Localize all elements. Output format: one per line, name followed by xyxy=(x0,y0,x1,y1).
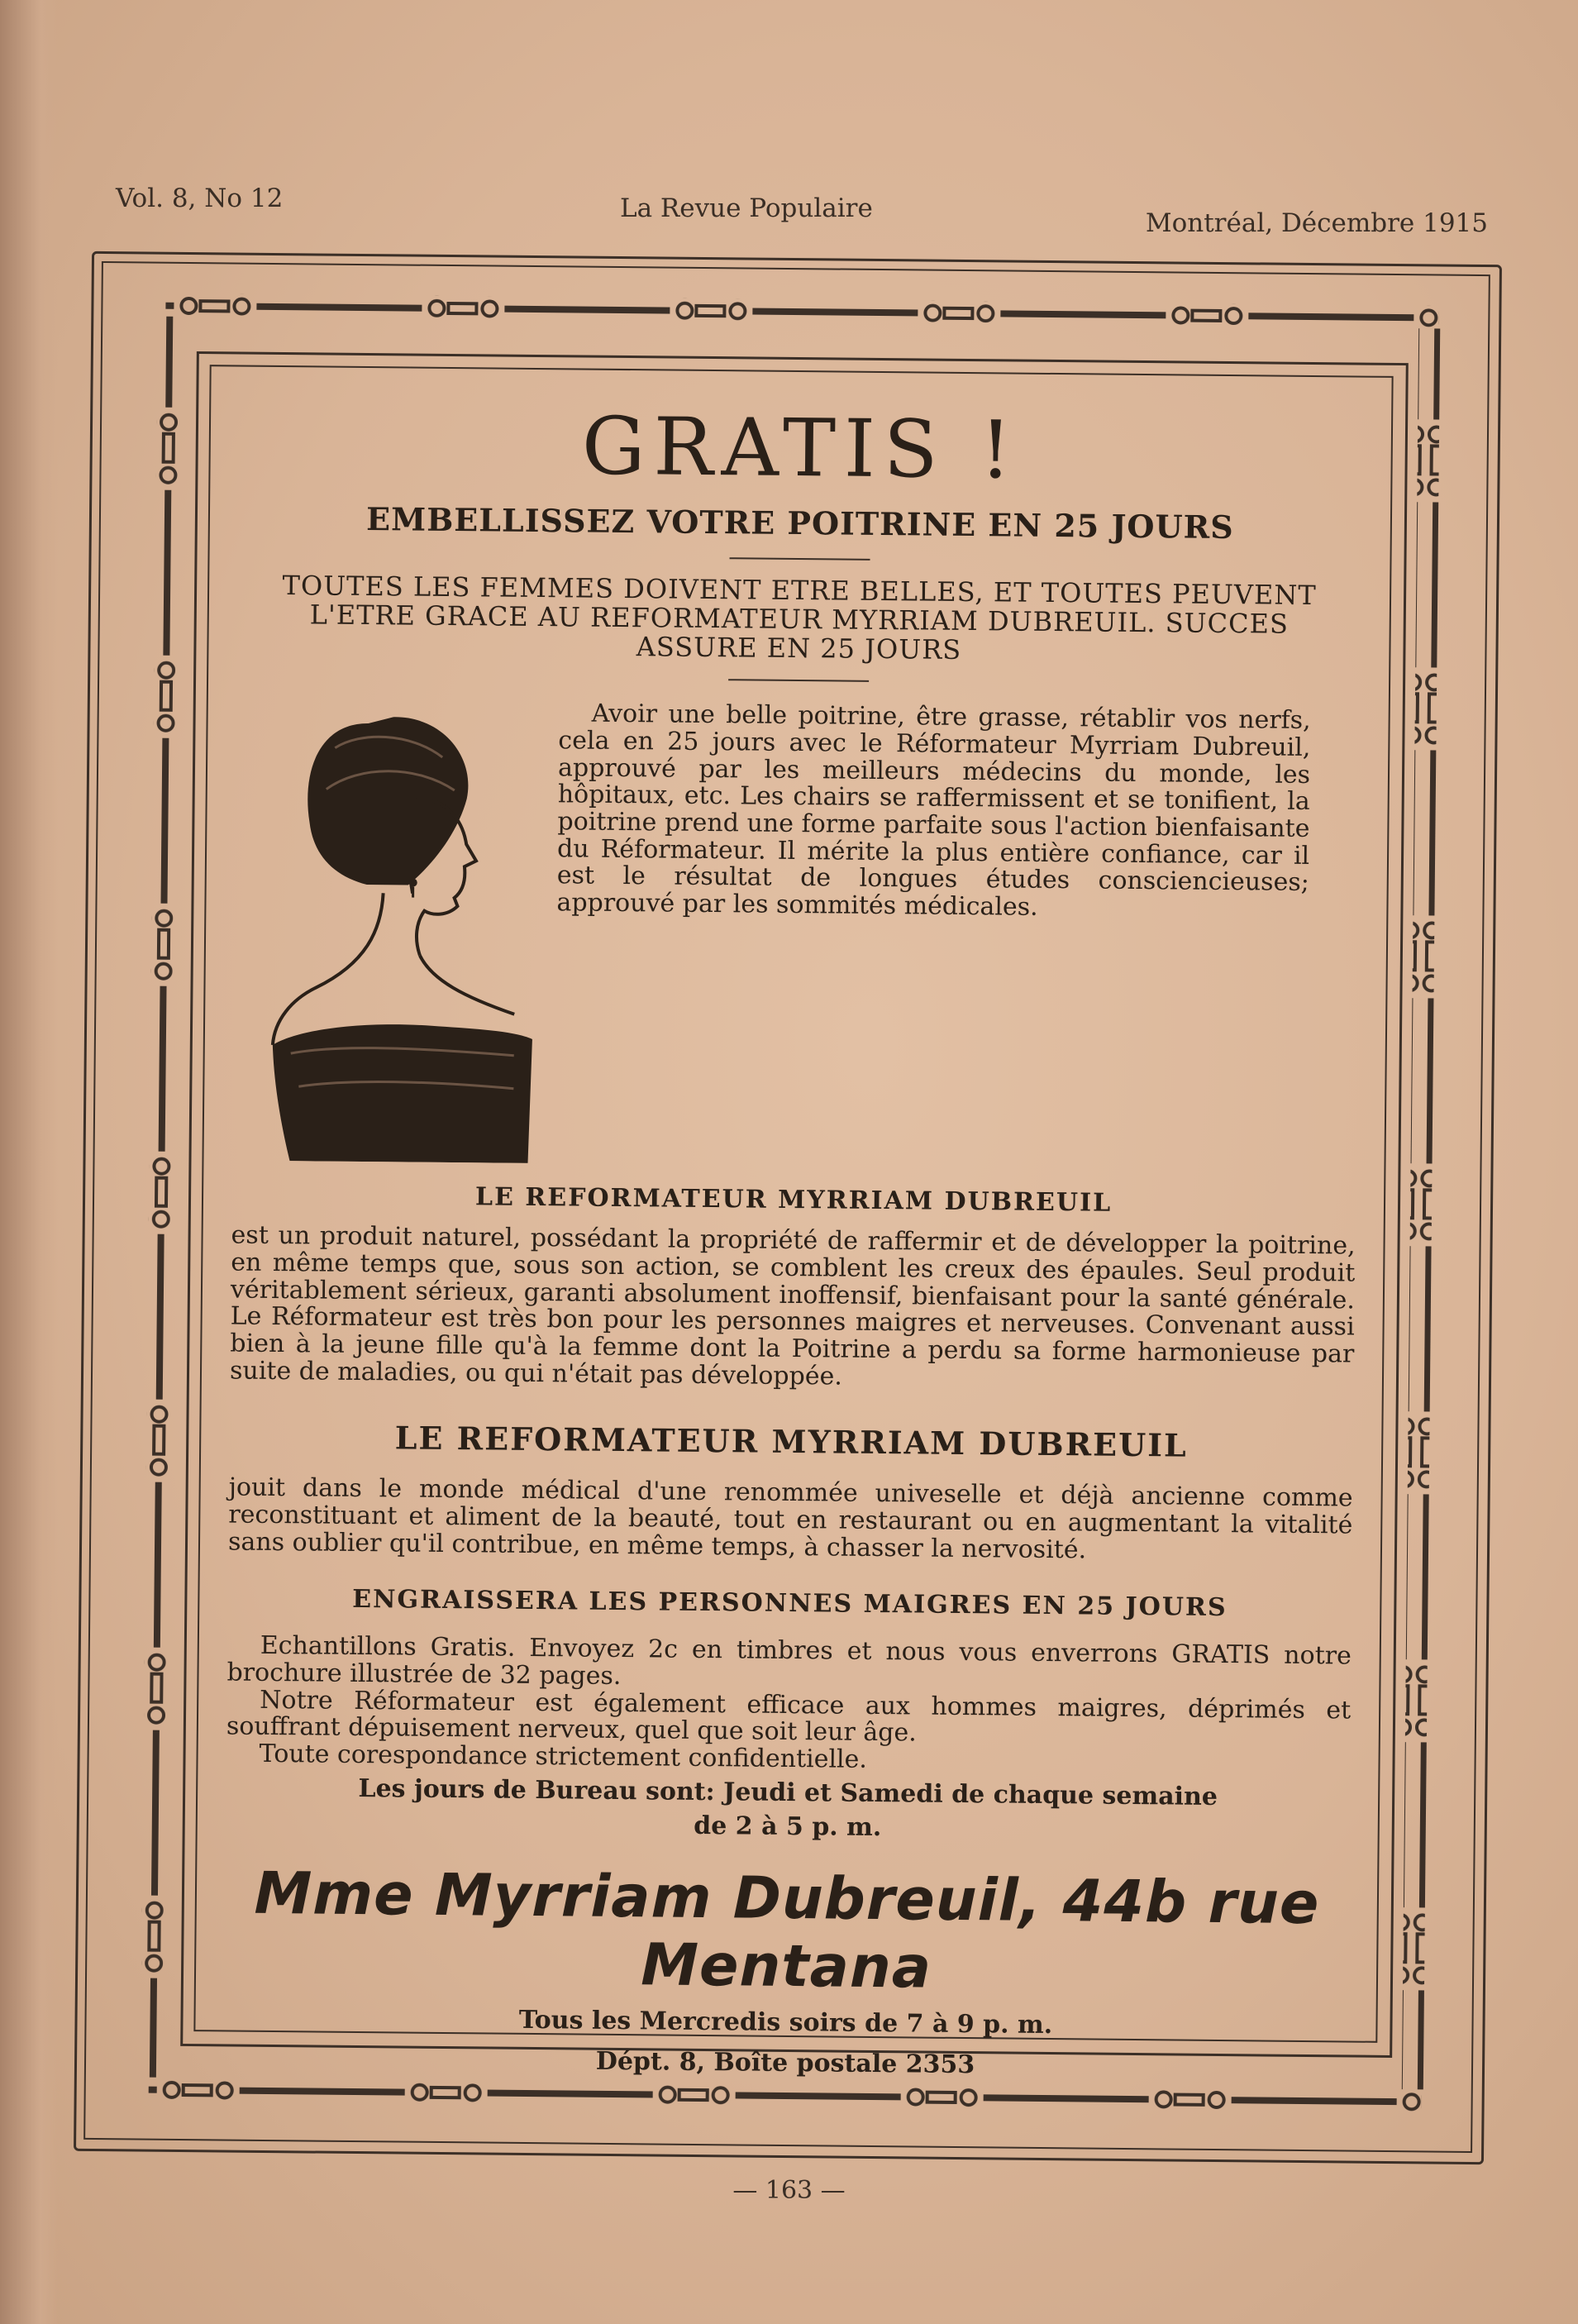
volume-number: Vol. 8, No 12 xyxy=(116,184,284,213)
postal-box: Dépt. 8, Boîte postale 2353 xyxy=(595,2046,975,2079)
confidential-note: Toute corespondance strictement confidentielle. xyxy=(259,1739,868,1774)
office-days: Les jours de Bureau sont: Jeudi et Samedi de chaque semaine xyxy=(358,1773,1218,1811)
advertiser-name-address: Mme Myrriam Dubreuil, 44b rue Mentana xyxy=(254,1859,1320,2002)
section-title-engraissera: ENGRAISSERA LES PERSONNES MAIGRES EN 25 JOURS xyxy=(352,1585,1228,1623)
ad-headline: GRATIS ! xyxy=(581,399,1021,497)
free-samples-paragraph: Echantillons Gratis. Envoyez 2c en timbres et nous vous enverrons GRATIS notre brochure illustrée de 32 pages. xyxy=(226,1631,1352,1692)
divider-rule xyxy=(728,679,869,682)
page-number: — 163 — xyxy=(732,2176,846,2205)
office-hours: de 2 à 5 p. m. xyxy=(694,1811,882,1842)
section-title-reformateur-large: LE REFORMATEUR MYRRIAM DUBREUIL xyxy=(394,1419,1189,1464)
section-title-reformateur: LE REFORMATEUR MYRRIAM DUBREUIL xyxy=(474,1182,1113,1218)
publication-title: La Revue Populaire xyxy=(620,193,873,223)
advertisement xyxy=(224,384,1364,2079)
intro-section xyxy=(232,698,1361,1172)
woman-portrait-illustration xyxy=(265,698,542,1163)
men-efficacy-paragraph: Notre Réformateur est également efficace aux hommes maigres, déprimés et souffrant dépuisement nerveux, quel que soit leur âge. xyxy=(226,1685,1352,1748)
ad-intro-paragraph: Avoir une belle poitrine, être grasse, rétablir vos nerfs, cela en 25 jours avec le Réformateur Myrriam Dubreuil, approuvé par les meilleurs médecins du monde, les hôpitaux, etc. Les chairs se raffermissent et se tonifient, la poitrine prend une forme parfaite sous l'action bienfaisante du Réformateur. Il mérite la plus entière confiance, car il est le résultat de longues études consciencieuses; approuvé par les sommités médicales. xyxy=(556,699,1311,922)
place-and-date: Montréal, Décembre 1915 xyxy=(1145,208,1488,238)
product-description: est un produit naturel, possédant la propriété de raffermir et de développer la poitrine, en même temps que, sous son action, se comblent les creux des épaules. Seul produit véritablement sérieux, garanti absolument inoffensif, bienfaisant pour la santé générale. Le Réformateur est très bon pour les personnes maigres et nerveuses. Convenant aussi bien à la jeune fille qu'à la femme dont la Poitrine a perdu sa forme harmonieuse par suite de maladies, ou qui n'était pas développée. xyxy=(229,1220,1356,1391)
ad-subheadline: EMBELLISSEZ VOTRE POITRINE EN 25 JOURS xyxy=(365,499,1234,546)
evening-hours: Tous les Mercredis soirs de 7 à 9 p. m. xyxy=(518,2005,1053,2040)
ad-caps-statement: TOUTES LES FEMMES DOIVENT ETRE BELLES, ET TOUTES PEUVENT L'ETRE GRACE AU REFORMATEUR MYRRIAM DUBREUIL. SUCCES ASSURE EN 25 JOURS xyxy=(282,569,1317,666)
divider-rule xyxy=(730,557,870,561)
medical-reputation-paragraph: jouit dans le monde médical d'une renommée univeselle et déjà ancienne comme reconstituant et aliment de la beauté, tout en restaurant ou en augmentant la vitalité sans oublier qu'il contribue, en même temps, à chasser la nervosité. xyxy=(227,1472,1353,1565)
